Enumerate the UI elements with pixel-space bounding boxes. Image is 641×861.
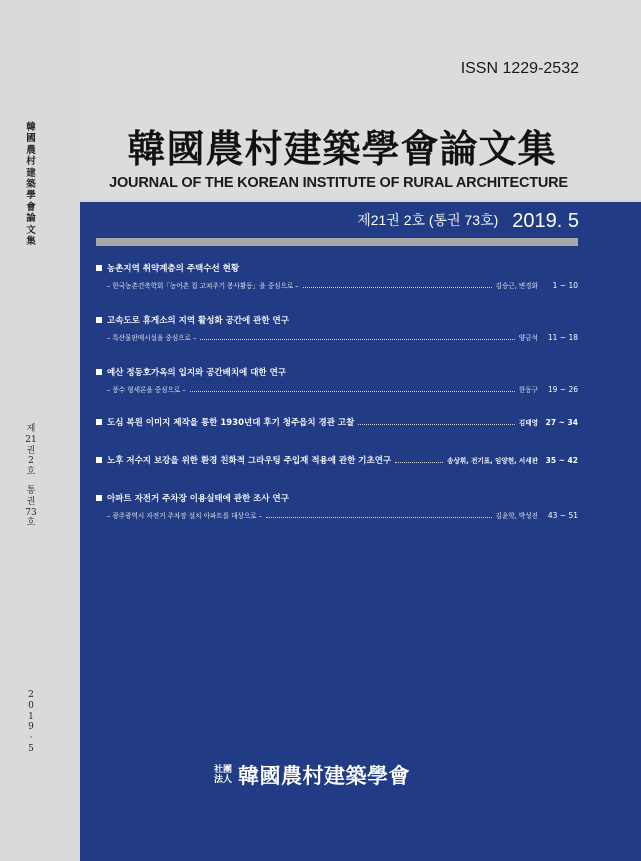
spine-volume-char: 21 — [25, 434, 37, 445]
publisher-prefix-bottom: 法人 — [214, 775, 233, 785]
divider-bar — [96, 238, 578, 246]
issue-info — [357, 210, 579, 233]
toc-authors: 김윤학, 박성진 — [495, 512, 538, 520]
spine-title-char: 文 — [26, 224, 36, 236]
spine-title-char: 建 — [26, 167, 36, 179]
toc-title-row — [96, 492, 578, 504]
toc-entry — [96, 314, 578, 342]
dot-leader — [266, 517, 492, 518]
square-bullet-icon — [96, 495, 102, 501]
spine-title-char: 國 — [26, 133, 36, 145]
toc-pages: 1 ~ 10 — [552, 280, 578, 290]
toc-title: 고속도로 휴게소의 지역 활성화 공간에 관한 연구 — [107, 316, 289, 326]
toc-authors: 양금석 — [518, 334, 538, 342]
toc-title-row — [96, 314, 578, 326]
square-bullet-icon — [96, 419, 102, 425]
square-bullet-icon — [96, 457, 102, 463]
spine-volume-char: 통 — [26, 485, 36, 496]
square-bullet-icon — [96, 317, 102, 323]
spine-volume — [24, 424, 38, 529]
toc-subtitle: – 특산물판매시설을 중심으로 – — [107, 334, 197, 342]
spine-volume-char: 제 — [26, 424, 36, 434]
toc-authors: 김승근, 변경화 — [495, 282, 538, 290]
publisher-name: 韓國農村建築學會 — [238, 763, 411, 788]
spine-title-char: 築 — [26, 178, 36, 190]
spine-volume-char: 호 — [26, 518, 36, 529]
spine-title — [24, 122, 38, 247]
toc-entry — [96, 416, 578, 428]
journal-title-korean: 韓國農村建築學會論文集 — [127, 126, 557, 171]
spine-year-char: · — [29, 733, 33, 744]
toc-title: 노후 저수지 보강을 위한 환경 친화적 그라우팅 주입재 적용에 관한 기초연구 — [107, 456, 392, 466]
toc-authors: 한동구 — [518, 386, 538, 394]
dot-leader — [358, 424, 515, 425]
spine-volume-char: 2 — [28, 456, 34, 467]
spine — [0, 0, 80, 861]
publisher — [214, 760, 410, 790]
toc-title: 농촌지역 취약계층의 주택수선 현황 — [107, 264, 240, 274]
toc-title: 도심 복원 이미지 제작을 통한 1930년대 후기 청주읍치 경관 고찰 — [107, 418, 355, 428]
toc-subtitle: – 광주광역시 자전거 주차장 설치 아파트를 대상으로 – — [107, 512, 263, 520]
toc-title-row — [96, 366, 578, 378]
issn: ISSN 1229-2532 — [460, 60, 579, 77]
square-bullet-icon — [96, 265, 102, 271]
spine-year-char: 0 — [28, 700, 34, 711]
toc-authors: 김태영 — [518, 419, 538, 427]
square-bullet-icon — [96, 369, 102, 375]
toc-pages: 43 ~ 51 — [547, 510, 578, 520]
journal-title-english: JOURNAL OF THE KOREAN INSTITUTE OF RURAL ARCHITECTURE — [109, 175, 568, 191]
toc-pages: 11 ~ 18 — [547, 332, 578, 342]
spine-volume-char: 권 — [26, 496, 36, 507]
spine-title-char: 農 — [26, 144, 36, 156]
toc-entry — [96, 454, 578, 466]
spine-volume-char: 권 — [26, 445, 36, 456]
spine-year-char: 2 — [28, 690, 34, 700]
volume-number: 제21권 2호 (통권 73호) — [357, 212, 499, 228]
spine-volume-char: 73 — [25, 507, 37, 518]
toc-subtitle-row — [96, 384, 578, 394]
toc-pages: 27 ~ 34 — [545, 417, 578, 427]
toc-subtitle: – 한국농촌건축학회「농어촌 집 고쳐주기 봉사활동」을 중심으로 – — [107, 282, 299, 290]
spine-year-char: 1 — [28, 711, 34, 722]
toc-title-row — [96, 454, 578, 466]
toc-pages: 35 ~ 42 — [545, 455, 578, 465]
toc-title-row — [96, 262, 578, 274]
issue-date: 2019. 5 — [512, 210, 579, 232]
toc-authors: 송상휘, 전기표, 임양현, 서세관 — [447, 457, 538, 465]
dot-leader — [303, 287, 492, 288]
spine-title-char: 村 — [26, 156, 36, 168]
toc-title-row — [96, 416, 578, 428]
toc-title: 예산 정동호가옥의 입지와 공간배치에 대한 연구 — [107, 368, 287, 378]
toc-pages: 19 ~ 26 — [547, 384, 578, 394]
toc-title: 아파트 자전거 주차장 이용실태에 관한 조사 연구 — [107, 494, 289, 504]
dot-leader — [200, 339, 515, 340]
spine-title-char: 學 — [26, 190, 36, 202]
toc-entry — [96, 262, 578, 290]
spine-title-char: 集 — [26, 235, 36, 247]
spine-title-char: 會 — [26, 201, 36, 213]
spine-volume-char: 호 — [26, 467, 36, 478]
publisher-prefix — [214, 765, 232, 786]
spine-title-char: 韓 — [26, 122, 36, 133]
toc-subtitle-row — [96, 280, 578, 290]
publisher-prefix-top: 社團 — [214, 764, 233, 775]
spine-year-char: 5 — [28, 743, 34, 754]
toc-subtitle-row — [96, 332, 578, 342]
toc-subtitle-row — [96, 510, 578, 520]
toc-entry — [96, 492, 578, 520]
toc-entry — [96, 366, 578, 394]
toc-subtitle: – 풍수 형세론을 중심으로 – — [107, 386, 186, 394]
spine-title-char: 論 — [26, 213, 36, 225]
dot-leader — [395, 462, 443, 463]
spine-year — [24, 690, 38, 755]
spine-year-char: 9 — [28, 722, 34, 733]
dot-leader — [190, 391, 515, 392]
